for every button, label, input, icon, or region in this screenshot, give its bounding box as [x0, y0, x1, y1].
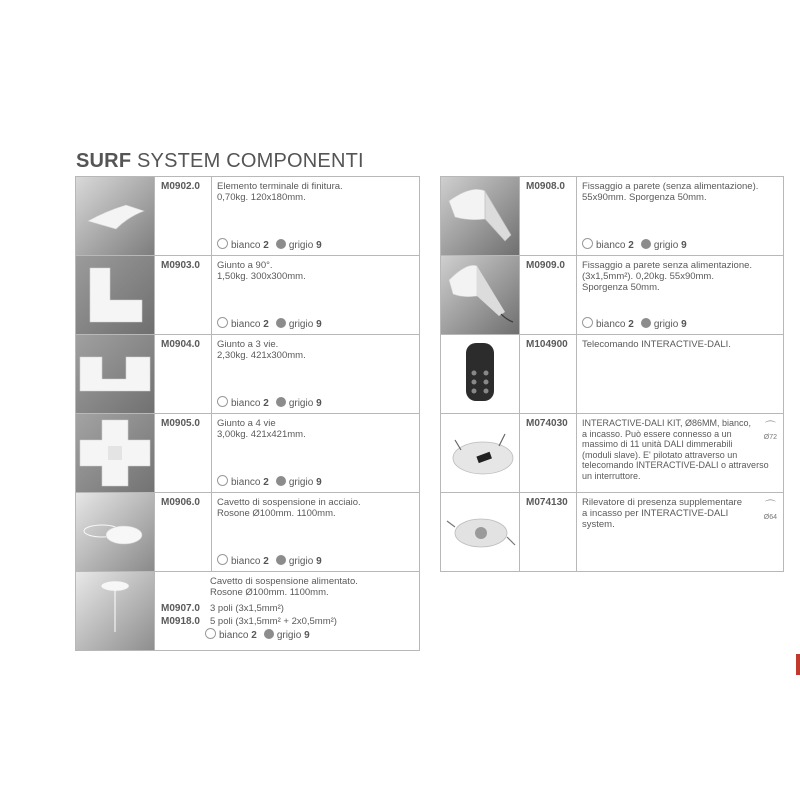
color-options: bianco 2 grigio 9 — [582, 238, 687, 251]
table-row — [76, 493, 420, 572]
table-row — [441, 256, 784, 335]
white-swatch-icon — [582, 317, 593, 328]
white-swatch-icon — [217, 396, 228, 407]
product-description: Cavetto di sospensione alimentato. Rosone Ø100mm. 1100mm. M0907.0 3 poli (3x1,5mm²) M0918.0 5 poli (3x1,5mm² + 2x0,5mm²) bianco 2 grigio 9 — [155, 572, 420, 651]
joint-3way-icon — [76, 335, 155, 414]
product-description: Rilevatore di presenza supplementare a incasso per INTERACTIVE-DALI system. ⌒ Ø64 — [577, 493, 784, 572]
variant-text: 3 poli (3x1,5mm²) — [210, 603, 284, 614]
product-code: M0909.0 — [520, 256, 577, 335]
table-row — [441, 493, 784, 572]
color-options: bianco 2 grigio 9 — [582, 317, 687, 330]
product-code: M0908.0 — [520, 177, 577, 256]
recessed-diameter-icon: ⌒ Ø64 — [763, 500, 777, 521]
table-row — [76, 256, 420, 335]
table-row — [441, 335, 784, 414]
product-description: Telecomando INTERACTIVE-DALI. — [577, 335, 784, 414]
steel-suspension-icon — [76, 493, 155, 572]
grey-swatch-icon — [276, 476, 286, 486]
grey-swatch-icon — [276, 397, 286, 407]
product-description: INTERACTIVE-DALI KIT, Ø86MM, bianco, a incasso. Può essere connesso a un massimo di 11 unità DALI dimmerabili (moduli slave). E' pilotato attraverso un telecomando INTERACTIVE-DALI o attraverso un interruttore. ⌒ Ø72 — [577, 414, 784, 493]
white-swatch-icon — [205, 628, 216, 639]
grey-swatch-icon — [264, 629, 274, 639]
left-components-table — [75, 176, 420, 651]
product-code: M074030 — [520, 414, 577, 493]
table-row — [76, 335, 420, 414]
dali-kit-icon — [441, 414, 520, 493]
white-swatch-icon — [217, 238, 228, 249]
product-code: M104900 — [520, 335, 577, 414]
table-row — [76, 177, 420, 256]
grey-swatch-icon — [276, 555, 286, 565]
product-description: Giunto a 4 vie 3,00kg. 421x421mm. bianco 2 grigio 9 — [212, 414, 420, 493]
grey-swatch-icon — [641, 239, 651, 249]
table-row — [76, 414, 420, 493]
product-code: M074130 — [520, 493, 577, 572]
product-code: M0904.0 — [155, 335, 212, 414]
white-swatch-icon — [582, 238, 593, 249]
product-description: Giunto a 90°. 1,50kg. 300x300mm. bianco 2 grigio 9 — [212, 256, 420, 335]
product-code: M0906.0 — [155, 493, 212, 572]
product-description: Cavetto di sospensione in acciaio. Rosone Ø100mm. 1100mm. bianco 2 grigio 9 — [212, 493, 420, 572]
grey-swatch-icon — [276, 318, 286, 328]
product-code: M0902.0 — [155, 177, 212, 256]
product-description: Fissaggio a parete senza alimentazione. (3x1,5mm²). 0,20kg. 55x90mm. Sporgenza 50mm. bianco 2 grigio 9 — [577, 256, 784, 335]
presence-sensor-icon — [441, 493, 520, 572]
product-description: Elemento terminale di finitura. 0,70kg. 120x180mm. bianco 2 grigio 9 — [212, 177, 420, 256]
color-options: bianco 2 grigio 9 — [217, 475, 322, 488]
wall-mount-powered-icon — [441, 256, 520, 335]
product-code: M0907.0 — [161, 603, 200, 614]
page-title: SURF SYSTEM COMPONENTI — [76, 150, 364, 172]
product-description: Fissaggio a parete (senza alimentazione). 55x90mm. Sporgenza 50mm. bianco 2 grigio 9 — [577, 177, 784, 256]
color-options: bianco 2 grigio 9 — [217, 317, 322, 330]
remote-control-icon — [441, 335, 520, 414]
page-edge-marker — [796, 654, 800, 675]
table-row — [441, 414, 784, 493]
white-swatch-icon — [217, 554, 228, 565]
color-options: bianco 2 grigio 9 — [217, 238, 322, 251]
white-swatch-icon — [217, 475, 228, 486]
variant-text: 5 poli (3x1,5mm² + 2x0,5mm²) — [210, 616, 337, 627]
joint-4way-icon — [76, 414, 155, 493]
powered-suspension-icon — [76, 572, 155, 651]
product-code: M0918.0 — [161, 616, 200, 627]
product-description: Giunto a 3 vie. 2,30kg. 421x300mm. bianco 2 grigio 9 — [212, 335, 420, 414]
joint-90-icon — [76, 256, 155, 335]
white-swatch-icon — [217, 317, 228, 328]
table-row — [76, 572, 420, 651]
right-components-table — [440, 176, 784, 572]
wall-mount-icon — [441, 177, 520, 256]
product-code: M0905.0 — [155, 414, 212, 493]
grey-swatch-icon — [641, 318, 651, 328]
end-element-icon — [76, 177, 155, 256]
table-row — [441, 177, 784, 256]
color-options: bianco 2 grigio 9 — [217, 554, 322, 567]
product-code: M0903.0 — [155, 256, 212, 335]
grey-swatch-icon — [276, 239, 286, 249]
color-options: bianco 2 grigio 9 — [217, 396, 322, 409]
recessed-diameter-icon: ⌒ Ø72 — [763, 421, 777, 441]
